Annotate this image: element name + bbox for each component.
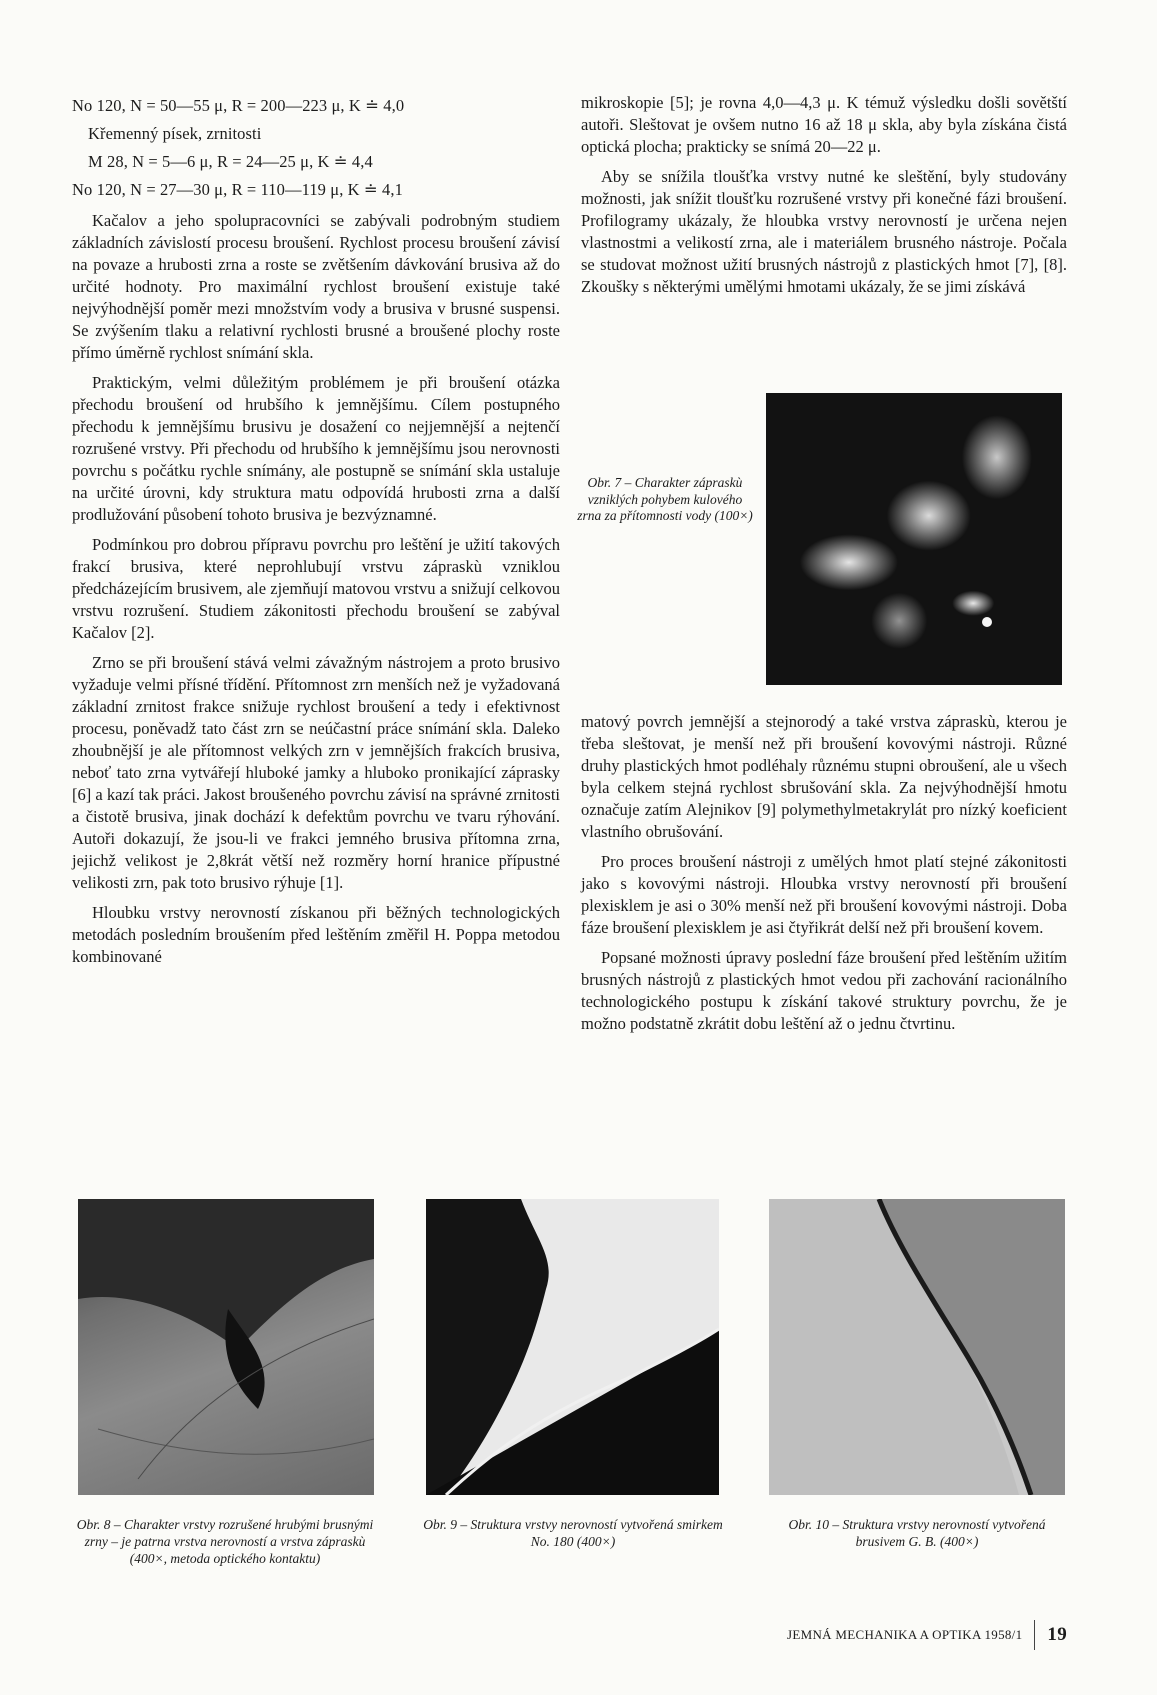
page-footer (725, 1620, 1067, 1650)
figure-10-photo (769, 1199, 1065, 1495)
paragraph: Kačalov a jeho spolupracovníci se zabývali podrobným studiem základních závislostí procesu broušení. Rychlost procesu broušení závisí na povaze a hrubosti zrna a roste se zvětšením dávkování brusiva až do určité hodnoty. Pro maximální rychlost broušení existuje také nejvýhodnější poměr mezi množstvím vody a brusiva v brusné suspensi. Se zvýšením tlaku a relativní rychlosti brusné a broušené plochy roste přímo úměrně rychlost snímání skla. (72, 211, 560, 362)
formula-line-3: No 120, N = 27—30 μ, R = 110—119 μ, K ≐ 4,1 (72, 180, 403, 199)
figure-8-caption: Obr. 8 – Charakter vrstvy rozrušené hrubými brusnými zrny – je patrna vrstva nerovností a vrstva zápraskù (400×, metoda optického kontaktu) (76, 1517, 374, 1566)
paragraph: Podmínkou pro dobrou přípravu povrchu pro leštění je užití takových frakcí brusiva, které neprohlubují vrstvu zápraskù vzniklou předcházejícím brusivem, ale zjemňují matovou vrstvu a snižují celkovou vrstvu rozrušení. Studiem zákonitosti přechodu broušení se zabýval Kačalov [2]. (72, 535, 560, 642)
page-number: 19 (1047, 1624, 1067, 1645)
figure-8-photo (78, 1199, 374, 1495)
figure-7-photo (766, 393, 1062, 685)
bright-spot (982, 617, 992, 627)
paragraph: Aby se snížila tloušťka vrstvy nutné ke sleštění, byly studovány možnosti, jak snížit tloušťku rozrušené vrstvy při konečné fázi broušení. Profilogramy ukázaly, že hloubka vrstvy nerovností je určena nejen vlastnostmi a velikostí zrna, ale i materiálem brusného nástroje. Počala se studovat možnost užití brusných nástrojů z plastických hmot [7], [8]. Zkoušky s některými umělými hmotami ukázaly, že se jimi získává (581, 167, 1067, 296)
paragraph: matový povrch jemnější a stejnorodý a také vrstva zápraskù, kterou je třeba sleštovat, je menší než při broušení kovovými nástroji. Různé druhy plastických hmot podléhaly různému stupni obroušení, ale u všech byla celkem stejná rychlost sbrušování skla. Za nejvýhodnější hmotu označuje zatím Alejnikov [9] polymethylmetakrylát pro nízký koeficient vlastního obrušování. (581, 712, 1067, 841)
figure-7-caption: Obr. 7 – Charakter zápraskù vzniklých pohybem kulového zrna za přítomnosti vody (100×) (577, 475, 753, 523)
formula-line-1: No 120, N = 50—55 μ, R = 200—223 μ, K ≐ 4,0 (72, 96, 405, 115)
figure-10-caption: Obr. 10 – Struktura vrstvy nerovností vytvořená brusivem G. B. (400×) (788, 1517, 1046, 1549)
formula-label: Křemenný písek, zrnitosti (88, 124, 262, 143)
paragraph: Popsané možnosti úpravy poslední fáze broušení před leštěním užitím brusných nástrojů z plastických hmot vedou při zachování racionálního technologického postupu k získání takové struktury povrchu, že je možno podstatně zkrátit dobu leštění až o jednu čtvrtinu. (581, 948, 1067, 1033)
paragraph: mikroskopie [5]; je rovna 4,0—4,3 μ. K témuž výsledku došli sovětští autoři. Sleštovat je ovšem nutno 16 až 18 μ skla, aby byla získána čistá optická plocha; prakticky se snímá 20—22 μ. (581, 93, 1067, 156)
left-column (72, 92, 560, 976)
figure-9-photo (426, 1199, 719, 1495)
formula-line-2: M 28, N = 5—6 μ, R = 24—25 μ, K ≐ 4,4 (88, 152, 373, 171)
paragraph: Pro proces broušení nástroji z umělých hmot platí stejné zákonitosti jako s kovovými nástroji. Hloubka vrstvy nerovností při broušení plexisklem je asi o 30% menší než při broušení kovovými nástroji. Doba fáze broušení plexisklem je asi čtyřikrát delší než při broušení kovem. (581, 852, 1067, 937)
journal-name: JEMNÁ MECHANIKA A OPTIKA 1958/1 (787, 1627, 1023, 1642)
figure-9-caption: Obr. 9 – Struktura vrstvy nerovností vytvořená smirkem No. 180 (400×) (423, 1517, 723, 1549)
paragraph: Hloubku vrstvy nerovností získanou při běžných technologických metodách posledním broušením před leštěním změřil H. Poppa metodou kombinované (72, 903, 560, 966)
right-column-top (581, 92, 1067, 306)
paragraph: Zrno se při broušení stává velmi závažným nástrojem a proto brusivo vyžaduje velmi přísné třídění. Přítomnost zrn menších než je vyžadovaná základní zrnitost frakce snižuje rychlost broušení a tedy i efektivnost procesu, poněvadž tato část zrn se neúčastní práce snímání skla. Daleko zhoubnější je ale přítomnost velkých zrn v jemnějších frakcích brusiva, neboť tato zrna vytvářejí hluboké jamky a hluboko pronikající zápraskу [6] a kazí tak práci. Jakost broušeného povrchu závisí na správné zrnitosti a čistotě brusiva, jinak dochází k defektům povrchu ve tvaru rýhování. Autoři dokazují, že jsou-li ve frakci jemného brusiva přítomna zrna, jejichž velikost je 2,8krát větší než rozměry horní hranice přípustné velikosti zrn, pak toto brusivo rýhuje [1]. (72, 653, 560, 892)
paragraph: Praktickým, velmi důležitým problémem je při broušení otázka přechodu broušení od hrubšího k jemnějšímu. Cílem postupného přechodu k jemnějšímu brusivu je dosažení co nejjemnější a nejtenčí rozrušené vrstvy. Při přechodu od hrubšího k jemnějšímu jsou nerovnosti povrchu s počátku rychle snímány, ale postupně se snímání skla ustaluje na určité úrovni, kdy struktura matu odpovídá hrubosti zrna a další prodlužování působení tohoto brusiva je bezvýznamné. (72, 373, 560, 524)
right-column-middle (581, 711, 1067, 1043)
footer-divider (1034, 1620, 1035, 1650)
